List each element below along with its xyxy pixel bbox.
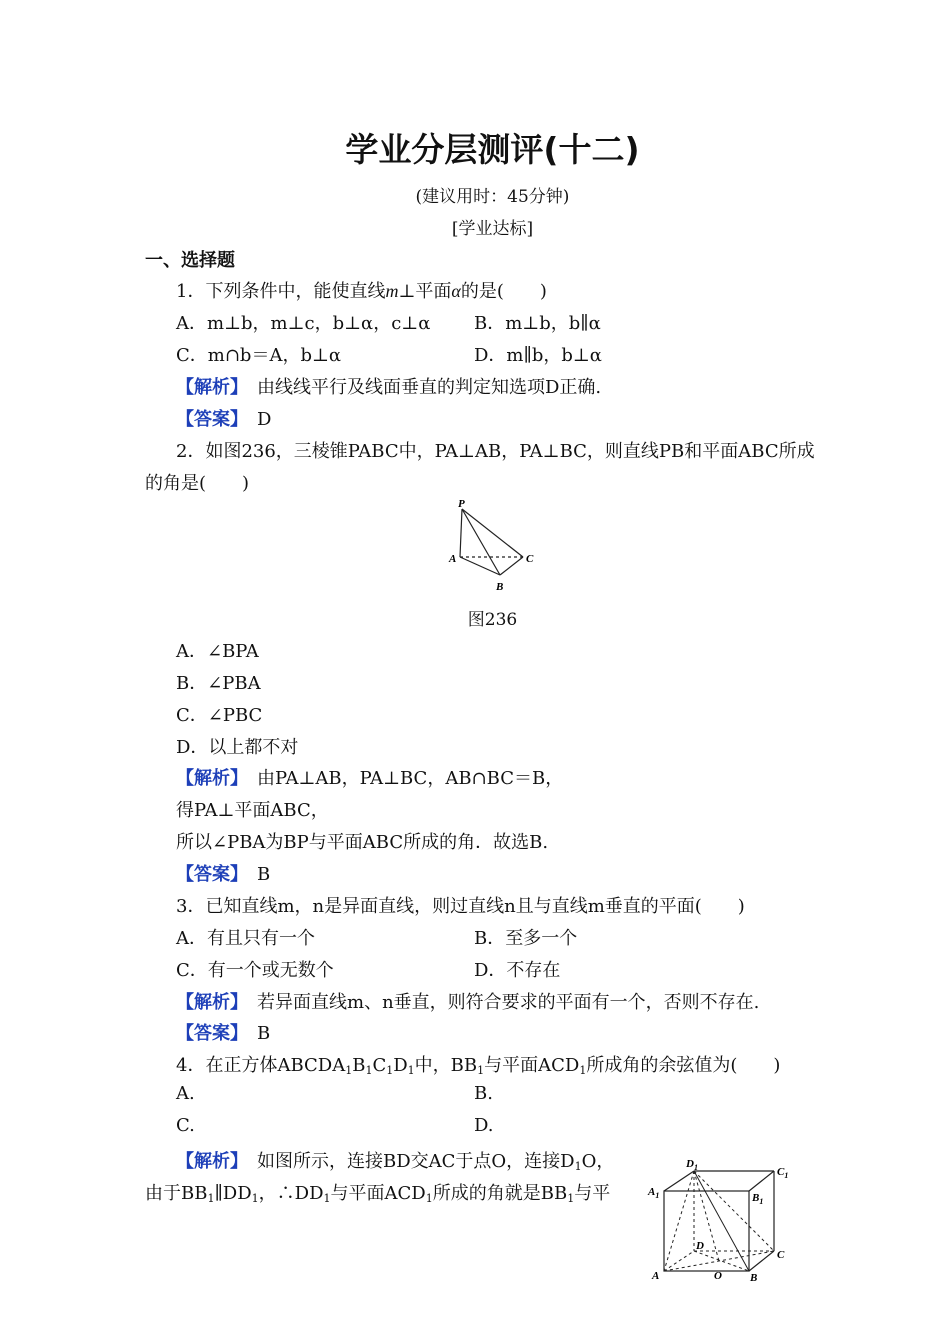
q2-analysis-line1: 【解析】 由PA⊥AB，PA⊥BC，AB∩BC＝B，	[176, 768, 564, 789]
q1-option-c: C．m∩b＝A，b⊥α	[176, 345, 342, 366]
section-heading: 一、选择题	[145, 250, 235, 271]
q3-option-d: D．不存在	[474, 960, 561, 981]
q2-option-b: B．∠PBA	[176, 673, 261, 694]
q3-analysis: 【解析】 若异面直线m、n垂直，则符合要求的平面有一个，否则不存在.	[176, 992, 760, 1013]
level-heading: [学业达标]	[451, 219, 534, 239]
label-P: P	[458, 498, 465, 510]
analysis-tag: 【解析】	[176, 768, 239, 789]
q2-stem-line2: 的角是( )	[145, 473, 250, 494]
answer-tag: 【答案】	[176, 1023, 239, 1044]
q3-answer: 【答案】 B	[176, 1023, 271, 1044]
time-note: (建议用时：45分钟)	[415, 187, 570, 207]
q2-option-a: A．∠BPA	[176, 641, 259, 662]
q4-analysis-line1: 【解析】 如图所示，连接BD交AC于点O，连接$D_1O$，	[176, 1151, 615, 1173]
cube-label-A: A	[652, 1270, 660, 1282]
answer-tag: 【答案】	[176, 409, 239, 430]
q2-analysis-line2: 得PA⊥平面ABC，	[176, 800, 329, 821]
q2-option-c: C．∠PBC	[176, 705, 263, 726]
q2-answer: 【答案】 B	[176, 864, 271, 885]
label-A: A	[449, 553, 457, 565]
cube-label-B: B	[750, 1272, 758, 1284]
q1-analysis: 【解析】 由线线平行及线面垂直的判定知选项D正确.	[176, 377, 602, 398]
q4-option-c: C.	[176, 1115, 195, 1136]
q1-option-b: B．m⊥b，b∥α	[474, 313, 601, 334]
figure-caption: 图236	[467, 610, 518, 630]
q3-option-a: A．有且只有一个	[176, 928, 315, 949]
q4-option-d: D.	[474, 1115, 494, 1136]
page-title: 学业分层测评(十二)	[345, 130, 640, 169]
cube-label-O: O	[714, 1270, 722, 1282]
q1-option-d: D．m∥b，b⊥α	[474, 345, 602, 366]
label-B: B	[496, 581, 504, 593]
cube-label-B1: $B_1$	[752, 1192, 764, 1206]
cube-label-A1: $A_1$	[648, 1186, 660, 1200]
analysis-tag: 【解析】	[176, 992, 239, 1013]
cube-label-C: C	[777, 1249, 785, 1261]
q1-answer: 【答案】 D	[176, 409, 272, 430]
cube-label-D1: $D_1$	[686, 1158, 698, 1172]
analysis-tag: 【解析】	[176, 1151, 239, 1172]
pyramid-figure	[440, 495, 550, 595]
q1-stem: 1．下列条件中，能使直线m⊥平面α的是( )	[176, 281, 547, 302]
label-C: C	[526, 553, 534, 565]
q2-stem-line1: 2．如图236，三棱锥PABC中，PA⊥AB，PA⊥BC，则直线PB和平面ABC所成	[176, 441, 815, 462]
q4-stem: 4．在正方体$ABCDA_1B_1C_1D_1$中，$BB_1$与平面$ACD_1$所成角的余弦值为( )	[176, 1055, 781, 1077]
q3-option-b: B．至多一个	[474, 928, 578, 949]
q2-option-d: D．以上都不对	[176, 737, 299, 758]
q4-option-b: B.	[474, 1083, 493, 1104]
answer-tag: 【答案】	[176, 864, 239, 885]
q1-option-a: A．m⊥b，m⊥c，b⊥α，c⊥α	[176, 313, 431, 334]
cube-label-D: D	[696, 1240, 704, 1252]
q2-analysis-line3: 所以∠PBA为BP与平面ABC所成的角．故选B.	[176, 832, 549, 853]
q4-analysis-line2: 由于$BB_1\parallel DD_1$，$\therefore DD_1$与平面$ACD_1$所成的角就是$BB_1$与平	[145, 1183, 611, 1205]
cube-figure	[646, 1155, 796, 1285]
cube-label-C1: $C_1$	[777, 1166, 789, 1180]
q3-option-c: C．有一个或无数个	[176, 960, 334, 981]
analysis-tag: 【解析】	[176, 377, 239, 398]
q4-option-a: A.	[176, 1083, 195, 1104]
q3-stem: 3．已知直线m，n是异面直线，则过直线n且与直线m垂直的平面( )	[176, 896, 745, 917]
